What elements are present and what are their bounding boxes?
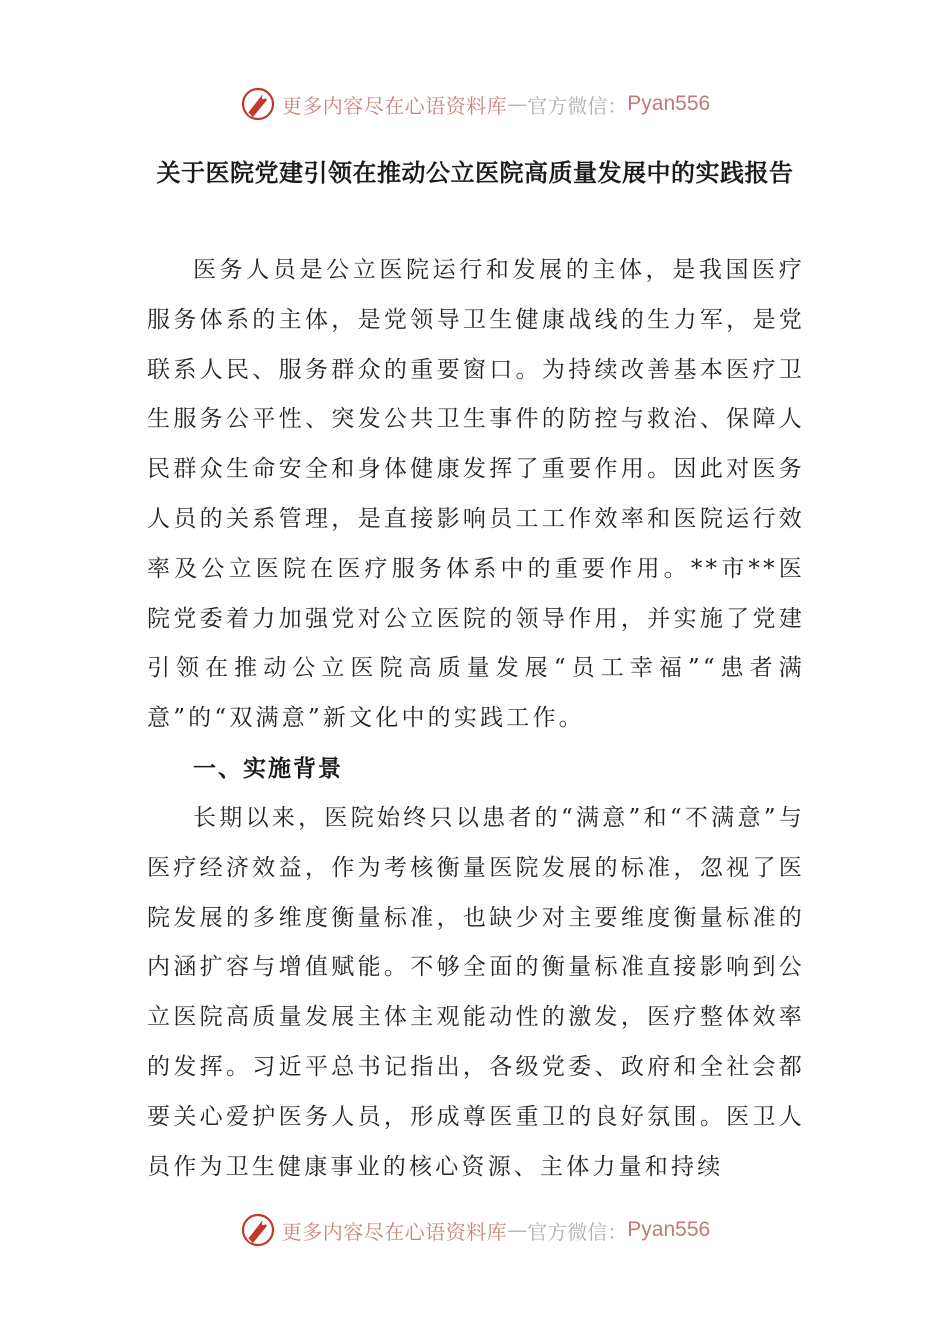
banner-contact-id: Pyan556	[627, 1218, 711, 1241]
footer-watermark-banner	[0, 1208, 950, 1252]
banner-contact-label: 官方微信：	[527, 93, 628, 118]
banner-contact-id: Pyan556	[627, 92, 711, 115]
banner-dash: —	[507, 92, 528, 116]
banner-dash: —	[507, 1218, 528, 1242]
section-paragraph: 长期以来，医院始终只以患者的“满意”和“不满意”与医疗经济效益，作为考核衡量医院发展的标准，忽视了医院发展的多维度衡量标准，也缺少对主要维度衡量标准的内涵扩容与增值赋能。不够全面的衡量标准直接影响到公立医院高质量发展主体主观能动性的激发，医疗整体效率的发挥。习近平总书记指出，各级党委、政府和全社会都要关心爱护医务人员，形成尊医重卫的良好氛围。医卫人员作为卫生健康事业的核心资源、主体力量和持续	[147, 804, 805, 1180]
pen-logo-icon	[240, 1212, 276, 1248]
header-watermark-banner	[0, 82, 950, 126]
section-heading: 一、实施背景	[193, 755, 343, 782]
document-title: 关于医院党建引领在推动公立医院高质量发展中的实践报告	[156, 159, 794, 187]
banner-slogan: 更多内容尽在心语资料库	[281, 1219, 508, 1244]
banner-contact-label: 官方微信：	[527, 1219, 628, 1244]
document-body	[147, 246, 805, 1192]
intro-paragraph: 医务人员是公立医院运行和发展的主体，是我国医疗服务体系的主体，是党领导卫生健康战线的生力军，是党联系人民、服务群众的重要窗口。为持续改善基本医疗卫生服务公平性、突发公共卫生事件的防控与救治、保障人民群众生命安全和身体健康发挥了重要作用。因此对医务人员的关系管理，是直接影响员工工作效率和医院运行效率及公立医院在医疗服务体系中的重要作用。**市**医院党委着力加强党对公立医院的领导作用，并实施了党建引领在推动公立医院高质量发展“员工幸福”“患者满意”的“双满意”新文化中的实践工作。	[147, 257, 805, 732]
banner-slogan: 更多内容尽在心语资料库	[281, 93, 508, 118]
pen-logo-icon	[240, 86, 276, 122]
